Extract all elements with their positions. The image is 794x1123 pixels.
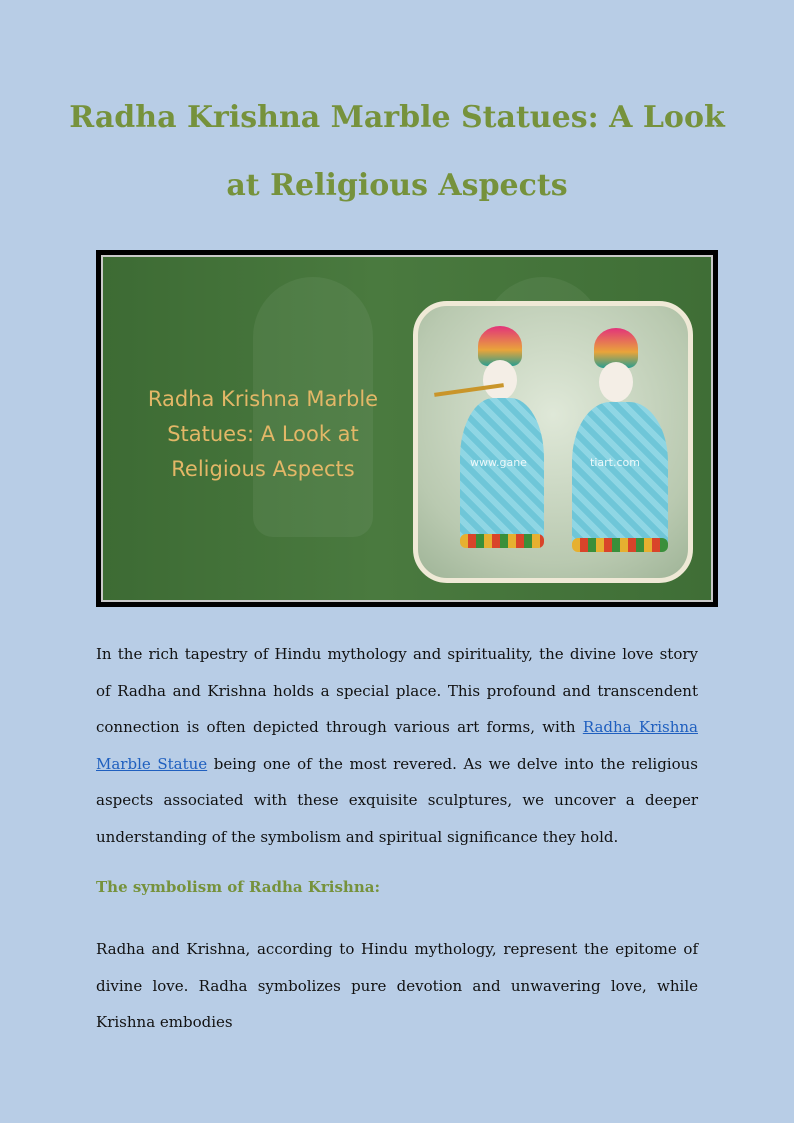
radha-face [599,362,633,402]
title-line-1: Radha Krishna Marble Statues: A Look [69,100,725,135]
radha-krishna-statue-link[interactable]: Radha Krishna Marble Statue [96,718,698,773]
radha-robe [572,402,668,552]
title-line-2: at Religious Aspects [226,168,568,203]
krishna-face [483,360,517,400]
banner-caption-line-3: Religious Aspects [171,457,355,481]
symbolism-paragraph: Radha and Krishna, according to Hindu mythology, represent the epitome of divine love. Radha symbolizes pure devotion and unwavering love, while Krishna embodies [96,940,698,1032]
section-heading: The symbolism of Radha Krishna: [96,878,380,896]
radha-robe-hem [572,538,668,552]
banner-caption-line-2: Statues: A Look at [167,422,359,446]
intro-text-after-link: being one of the most revered. As we delve into the religious aspects associated with these exquisite sculptures, we uncover a deeper understanding of the symbolism and spiritual significance they hold. [96,754,698,846]
statue-photo-frame [413,301,693,583]
krishna-statue [438,326,558,576]
banner-caption [123,382,403,487]
krishna-robe [460,398,544,548]
document-title [60,84,734,220]
banner-inner [101,255,713,602]
intro-paragraph [96,636,698,856]
banner-image [96,250,718,607]
krishna-robe-hem [460,534,544,548]
radha-statue [558,328,678,578]
intro-text-before-link: In the rich tapestry of Hindu mythology and spirituality, the divine love story of Radha and Krishna holds a special place. This profound and transcendent connection is often depicted through various art forms, with [96,645,698,737]
banner-caption-line-1: Radha Krishna Marble [147,387,379,411]
photo-watermark-left: www.gane [470,456,527,469]
photo-watermark-right: tiart.com [590,456,640,469]
